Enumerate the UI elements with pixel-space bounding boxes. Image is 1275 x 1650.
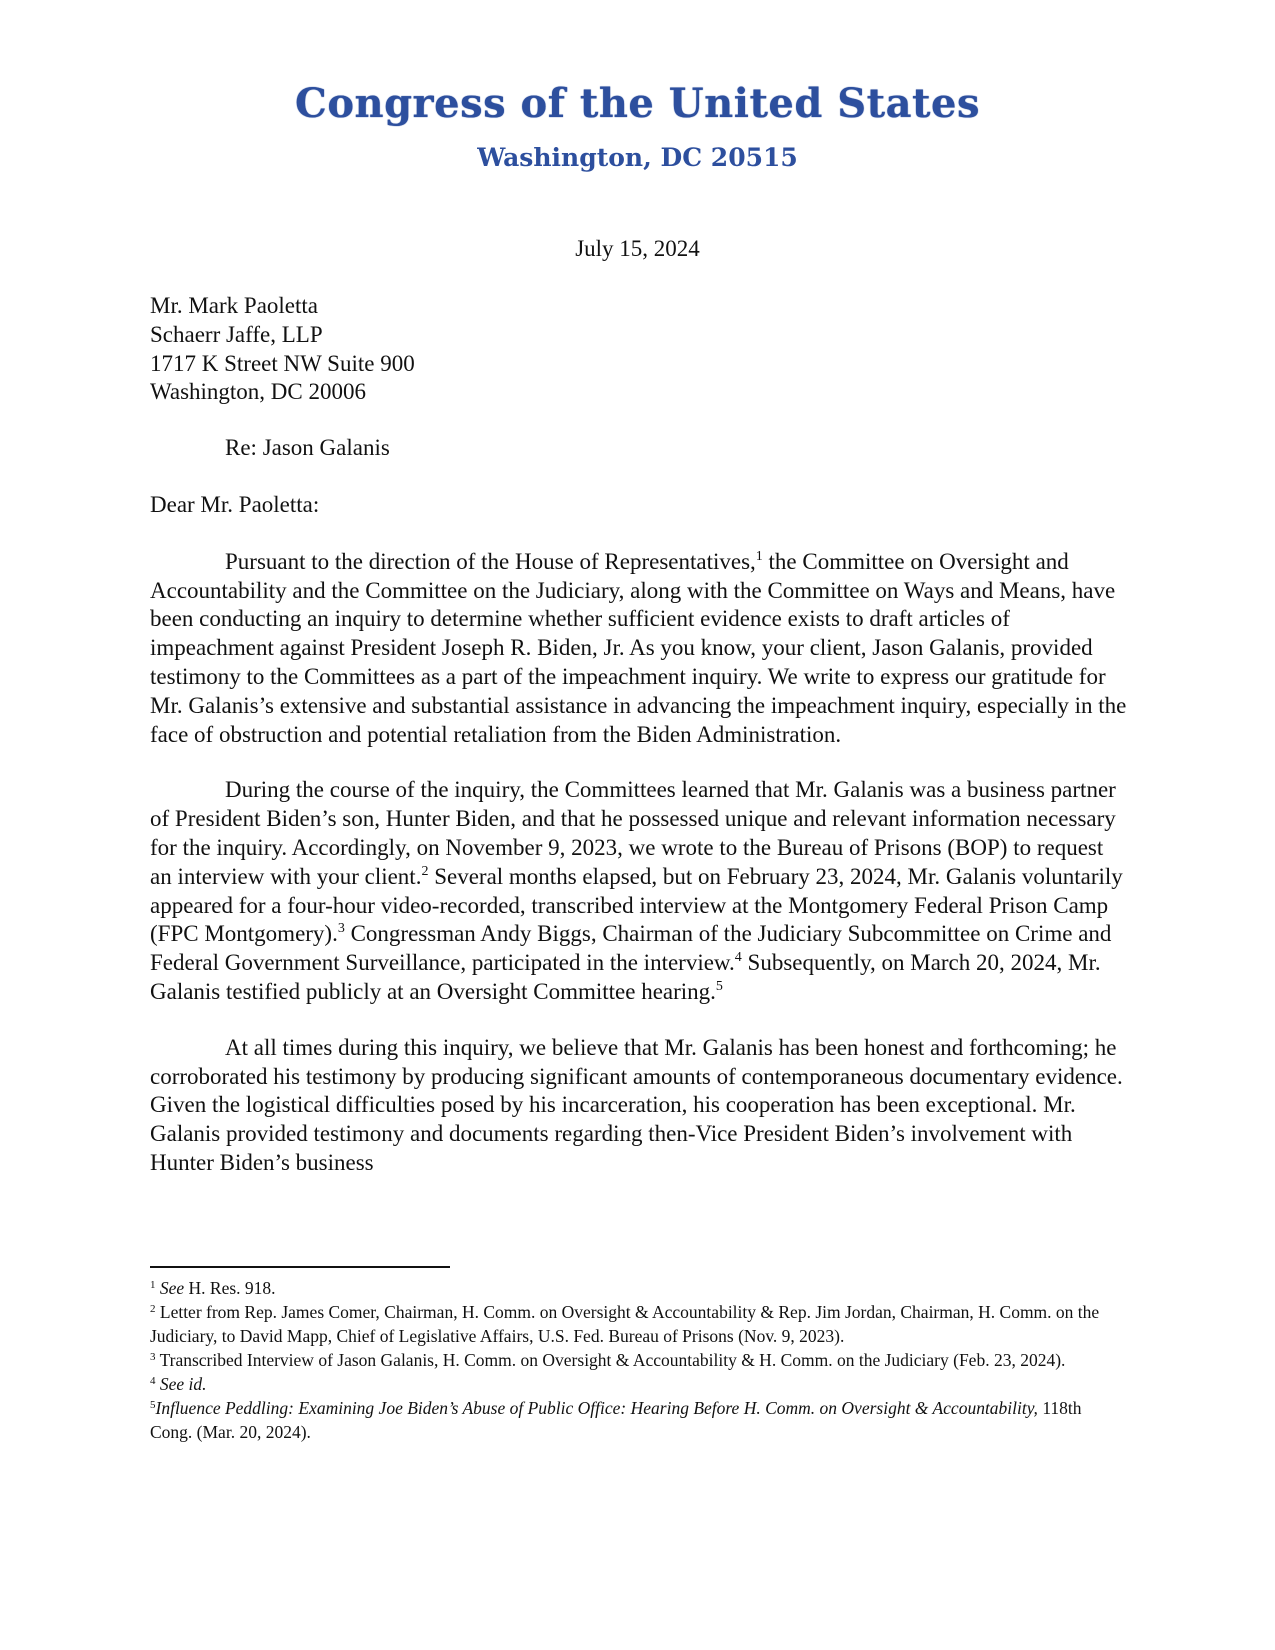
footnote-number: 4: [150, 1375, 156, 1387]
footnote-ref-2: 2: [421, 863, 429, 879]
footnote-italic: See id.: [159, 1374, 207, 1394]
footnote-2: [150, 1300, 1110, 1348]
footnote-ref-4: 4: [734, 950, 742, 966]
footnote-ref-5: 5: [715, 978, 723, 994]
footnote-4: [150, 1372, 1110, 1396]
footnote-italic: Influence Peddling: Examining Joe Biden’s Abuse of Public Office: Hearing Before H. Comm. on Oversight & Accountability,: [155, 1398, 1038, 1418]
footnote-ref-3: 3: [337, 921, 345, 937]
footnote-number: 3: [150, 1351, 156, 1363]
paragraph-1-text-b: the Committee on Oversight and Accountability and the Committee on the Judiciary, along with the Committee on Ways and Means, have been conducting an inquiry to determine whether sufficient evidence exists to draft articles of impeachment against President Joseph R. Biden, Jr. As you know, your client, Jason Galanis, provided testimony to the Committees as a part of the impeachment inquiry. We write to express our gratitude for Mr. Galanis’s extensive and substantial assistance in advancing the impeachment inquiry, especially in the face of obstruction and potential retaliation from the Biden Administration.: [150, 548, 1127, 747]
recipient-address: [150, 292, 1130, 407]
re-line: Re: Jason Galanis: [225, 435, 390, 461]
letterhead: [0, 80, 1275, 172]
footnote-text: 118th Cong. (Mar. 20, 2024).: [150, 1398, 1082, 1442]
paragraph-2-text-d: Subsequently, on March 20, 2024, Mr. Galanis testified publicly at an Oversight Committee hearing.: [150, 950, 1101, 1004]
recipient-street: 1717 K Street NW Suite 900: [150, 350, 415, 376]
footnote-divider: [150, 1266, 450, 1268]
footnote-1: [150, 1276, 1110, 1300]
footnote-5: [150, 1396, 1110, 1444]
letter-body: [150, 292, 1130, 1178]
footnote-text: Letter from Rep. James Comer, Chairman, H. Comm. on Oversight & Accountability & Rep. Jim Jordan, Chairman, H. Comm. on the Judiciary, to David Mapp, Chief of Legislative Affairs, U.S. Fed. Bureau of Prisons (Nov. 9, 2023).: [150, 1302, 1100, 1346]
footnote-number: 1: [150, 1279, 156, 1291]
paragraph-2-text-c: Congressman Andy Biggs, Chairman of the Judiciary Subcommittee on Crime and Federal Government Surveillance, participated in the interview.: [150, 921, 1112, 976]
letter-date: July 15, 2024: [575, 236, 700, 261]
footnote-number: 2: [150, 1303, 156, 1315]
salutation: Dear Mr. Paoletta:: [150, 491, 320, 517]
footnote-text: Transcribed Interview of Jason Galanis, H. Comm. on Oversight & Accountability & H. Comm. on the Judiciary (Feb. 23, 2024).: [159, 1350, 1066, 1370]
footnote-text: H. Res. 918.: [184, 1278, 276, 1298]
letterhead-title: Congress of the United States: [294, 80, 980, 127]
footnote-italic: See: [159, 1278, 185, 1298]
paragraph-3: [150, 1034, 1130, 1178]
footnote-number: 5: [150, 1399, 156, 1411]
letterhead-address: Washington, DC 20515: [477, 143, 798, 172]
recipient-firm: Schaerr Jaffe, LLP: [150, 321, 323, 347]
paragraph-1-text-a: Pursuant to the direction of the House of Representatives,: [225, 548, 756, 574]
paragraph-1: [150, 548, 1130, 750]
paragraph-2-text-a: During the course of the inquiry, the Committees learned that Mr. Galanis was a business partner of President Biden’s son, Hunter Biden, and that he possessed unique and relevant information necessary for the inquiry. Accordingly, on November 9, 2023, we wrote to the Bureau of Prisons (BOP) to request an interview with your client.: [150, 777, 1116, 889]
paragraph-3-text: At all times during this inquiry, we believe that Mr. Galanis has been honest and forthcoming; he corroborated his testimony by producing significant amounts of contemporaneous documentary evidence. Given the logistical difficulties posed by his incarceration, his cooperation has been exceptional. Mr. Galanis provided testimony and documents regarding then-Vice President Biden’s involvement with Hunter Biden’s business: [150, 1034, 1123, 1175]
recipient-city: Washington, DC 20006: [150, 379, 367, 405]
recipient-name: Mr. Mark Paoletta: [150, 293, 318, 318]
paragraph-2-text-b: Several months elapsed, but on February 23, 2024, Mr. Galanis voluntarily appeared for a four-hour video-recorded, transcribed interview at the Montgomery Federal Prison Camp (FPC Montgomery).: [150, 863, 1123, 947]
footnote-ref-1: 1: [755, 548, 763, 564]
paragraph-2: [150, 776, 1130, 1006]
footnote-3: [150, 1348, 1110, 1372]
footnotes: [150, 1276, 1110, 1444]
